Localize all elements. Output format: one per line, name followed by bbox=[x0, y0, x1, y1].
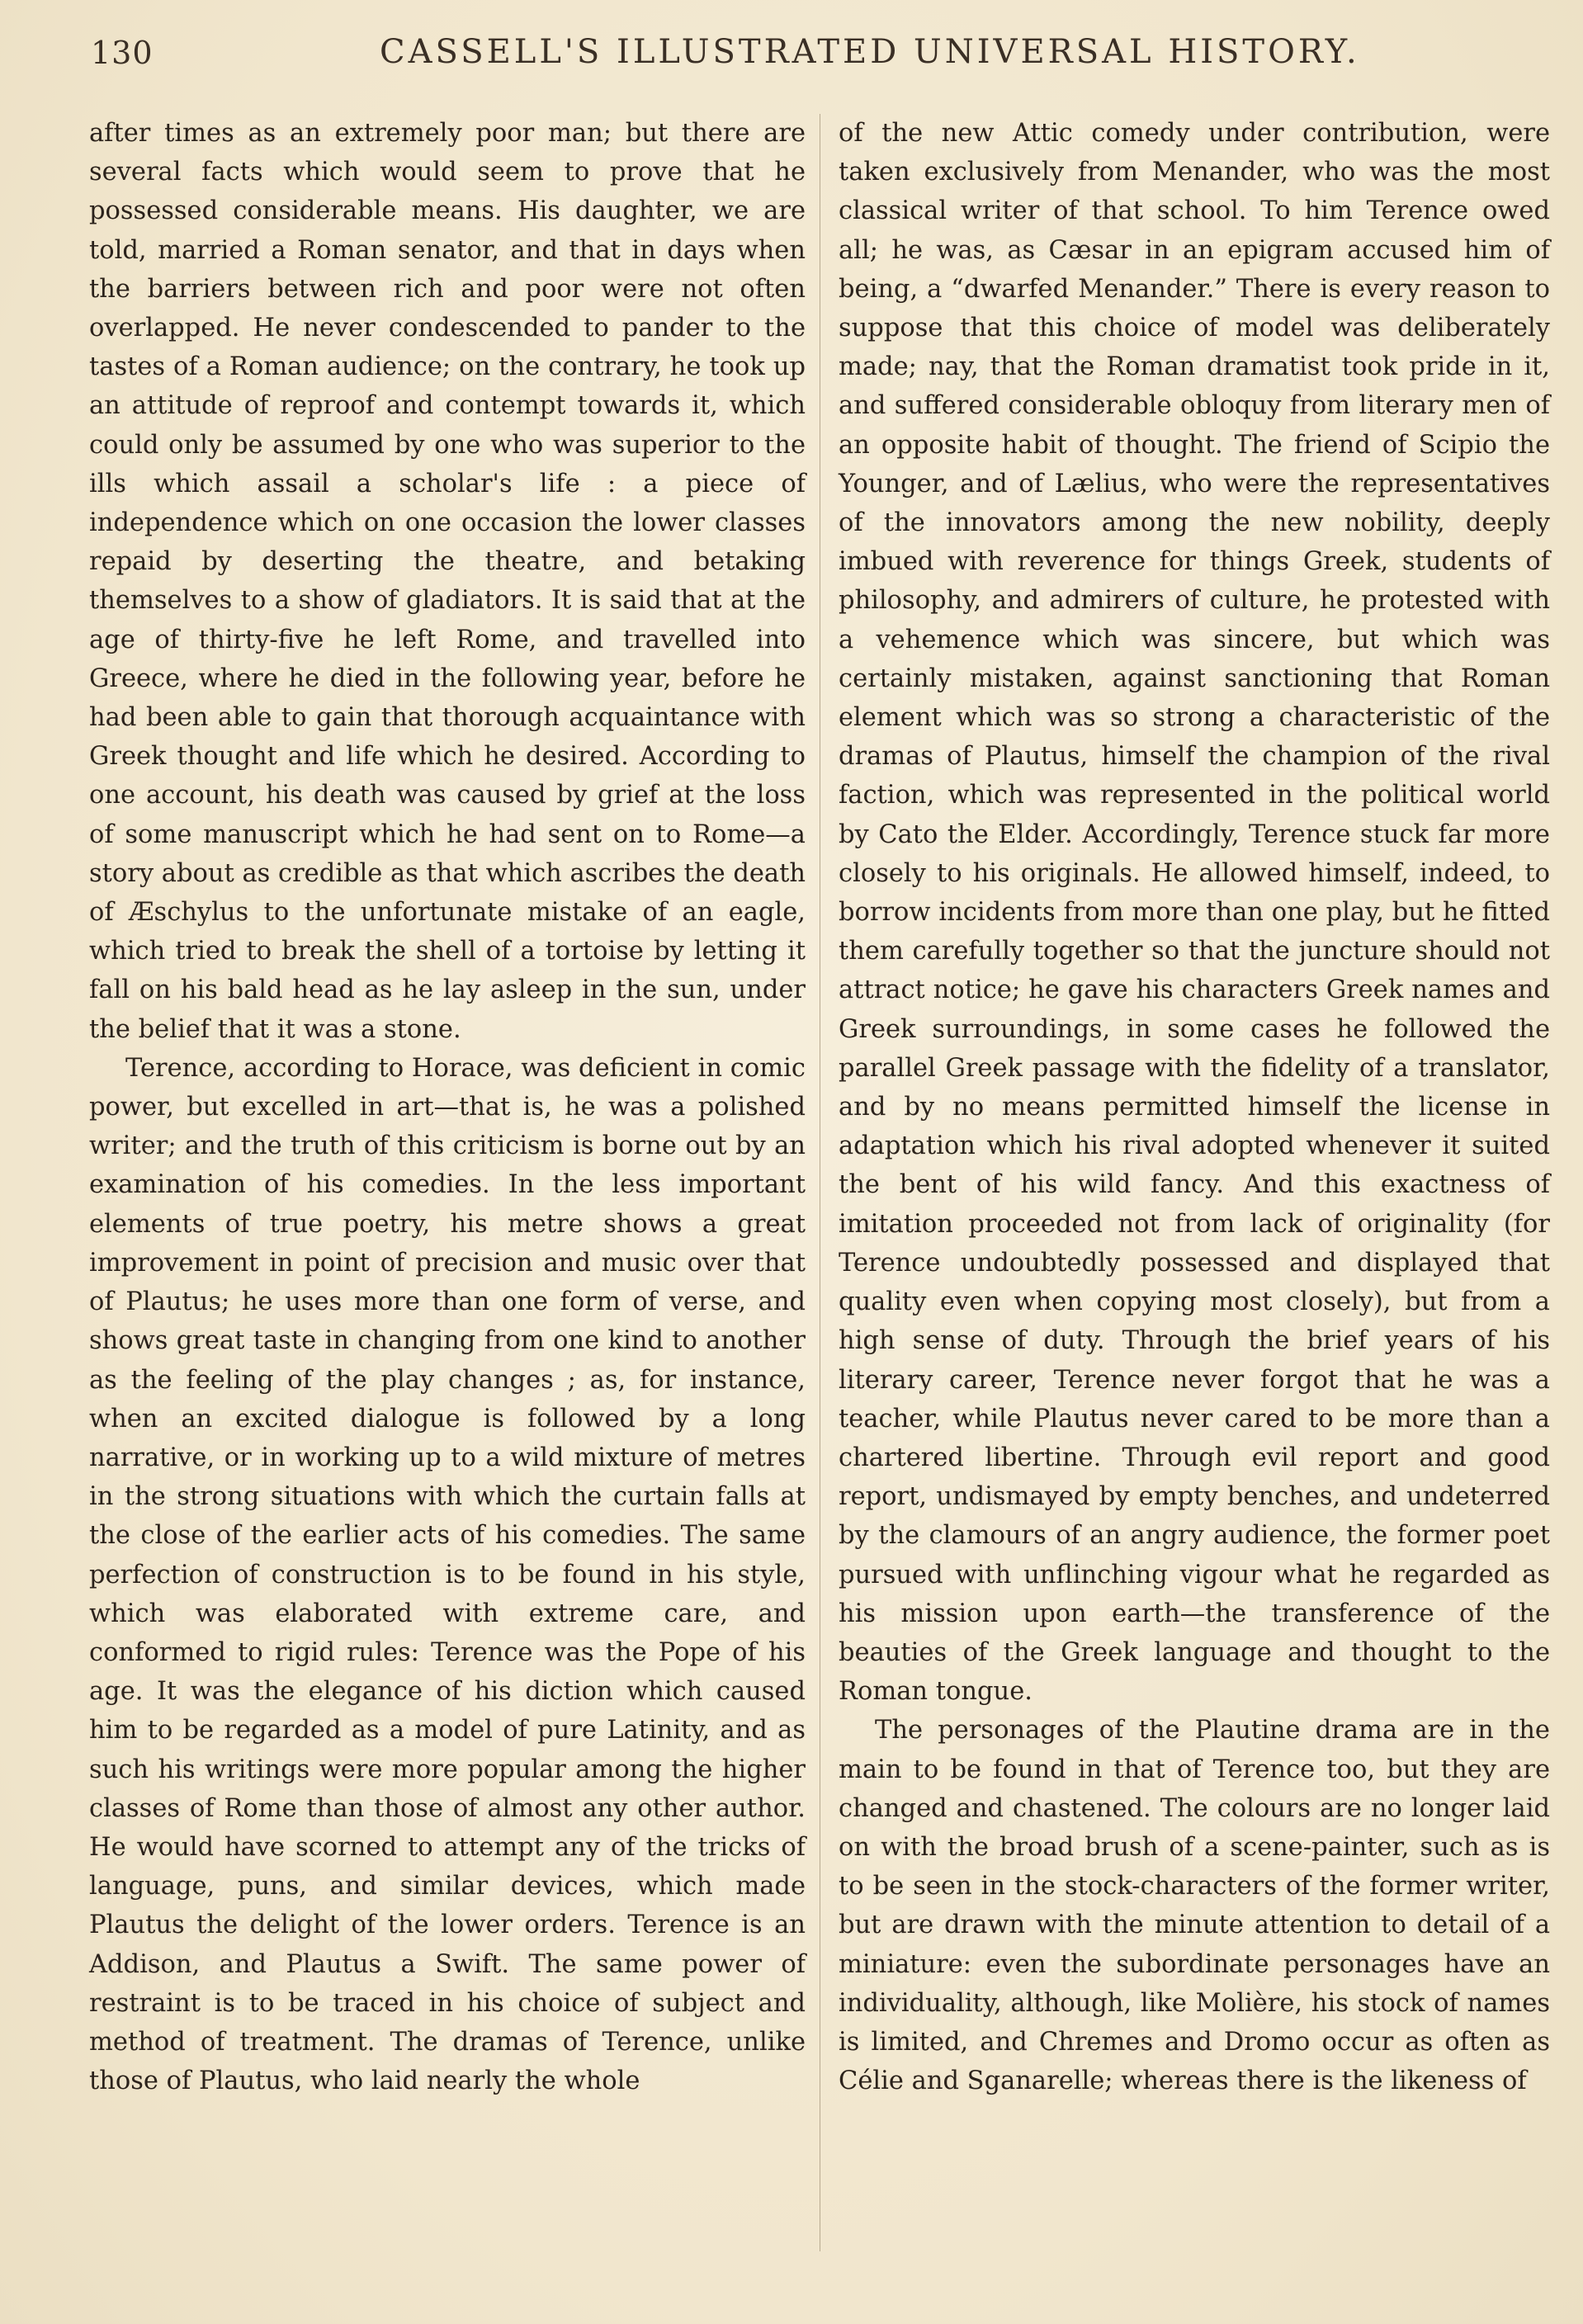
right-paragraph-1: of the new Attic comedy under contribution, were taken exclusively from Menander, who was the most classical writer of that school. To him Terence owed all; he was, as Cæsar in an epigram accused him of being, a “dwarfed Menander.” There is every reason to suppose that this choice of model was deliberately made; nay, that the Roman dramatist took pride in it, and suffered considerable obloquy from literary men of an opposite habit of thought. The friend of Scipio the Younger, and of Lælius, who were the representatives of the innovators among the new nobility, deeply imbued with reverence for things Greek, students of philosophy, and admirers of culture, he protested with a vehemence which was sincere, but which was certainly mistaken, against sanctioning that Roman element which was so strong a characteristic of the dramas of Plautus, himself the champion of the rival faction, which was represented in the political world by Cato the Elder. Accordingly, Terence stuck far more closely to his originals. He allowed himself, indeed, to borrow incidents from more than one play, but he fitted them carefully together so that the juncture should not attract notice; he gave his characters Greek names and Greek surroundings, in some cases he followed the parallel Greek passage with the fidelity of a translator, and by no means permitted himself the license in adaptation which his rival adopted whenever it suited the bent of his wild fancy. And this exactness of imitation proceeded not from lack of originality (for Terence undoubtedly possessed and displayed that quality even when copying most closely), but from a high sense of duty. Through the brief years of his literary career, Terence never forgot that he was a teacher, while Plautus never cared to be more than a chartered libertine. Through evil report and good report, undismayed by empty benches, and undeterred by the clamours of an angry audience, the former poet pursued with unflinching vigour what he regarded as his mission upon earth—the transference of the beauties of the Greek language and thought to the Roman tongue. bbox=[839, 119, 1550, 1707]
right-paragraph-2: The personages of the Plautine drama are in the main to be found in that of Terence too, but they are changed and chastened. The colours are no longer laid on with the broad brush of a scene-painter, such as is to be seen in the stock-characters of the former writer, but are drawn with the minute attention to detail of a miniature: even the subordinate personages have an individuality, although, like Molière, his stock of names is limited, and Chremes and Dromo occur as often as Célie and Sganarelle; whereas there is the likeness of bbox=[839, 1716, 1550, 2096]
left-paragraph-2: Terence, according to Horace, was deficient in comic power, but excelled in art—that is, he was a polished writer; and the truth of this criticism is borne out by an examination of his comedies. In the less important elements of true poetry, his metre shows a great improvement in point of precision and music over that of Plautus; he uses more than one form of verse, and shows great taste in changing from one kind to another as the feeling of the play changes ; as, for instance, when an excited dialogue is followed by a long narrative, or in working up to a wild mixture of metres in the strong situations with which the curtain falls at the close of the earlier acts of his comedies. The same perfection of construction is to be found in his style, which was elaborated with extreme care, and conformed to rigid rules: Terence was the Pope of his age. It was the elegance of his diction which caused him to be regarded as a model of pure Latinity, and as such his writings were more popular among the higher classes of Rome than those of almost any other author. He would have scorned to attempt any of the tricks of language, puns, and similar devices, which made Plautus the delight of the lower orders. Terence is an Addison, and Plautus a Swift. The same power of restraint is to be traced in his choice of subject and method of treatment. The dramas of Terence, unlike those of Plautus, who laid nearly the whole bbox=[89, 1053, 806, 2096]
left-text-column bbox=[89, 114, 806, 2100]
page-number: 130 bbox=[91, 35, 154, 71]
left-paragraph-1: after times as an extremely poor man; but there are several facts which would seem to prove that he possessed considerable means. His daughter, we are told, married a Roman senator, and that in days when the barriers between rich and poor were not often overlapped. He never condescended to pander to the tastes of a Roman audience; on the contrary, he took up an attitude of reproof and contempt towards it, which could only be assumed by one who was superior to the ills which assail a scholar's life : a piece of independence which on one occasion the lower classes repaid by deserting the theatre, and betaking themselves to a show of gladiators. It is said that at the age of thirty-five he left Rome, and travelled into Greece, where he died in the following year, before he had been able to gain that thorough acquaintance with Greek thought and life which he desired. According to one account, his death was caused by grief at the loss of some manuscript which he had sent on to Rome—a story about as credible as that which ascribes the death of Æschylus to the unfortunate mistake of an eagle, which tried to break the shell of a tortoise by letting it fall on his bald head as he lay asleep in the sun, under the belief that it was a stone. bbox=[89, 119, 806, 1044]
running-header bbox=[91, 31, 1484, 81]
right-text-column bbox=[839, 114, 1550, 2100]
running-title: CASSELL'S ILLUSTRATED UNIVERSAL HISTORY. bbox=[380, 33, 1360, 71]
